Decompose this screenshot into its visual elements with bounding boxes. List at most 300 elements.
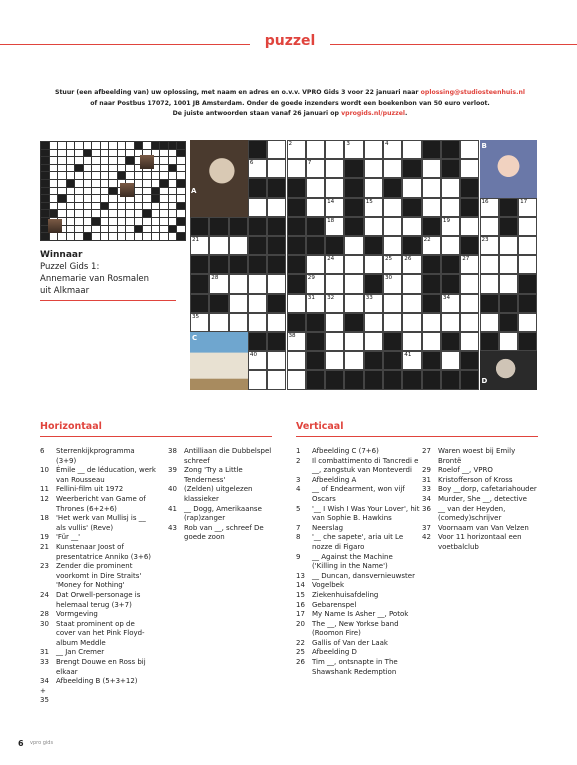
grid-cell[interactable] — [325, 140, 344, 159]
grid-cell[interactable] — [325, 236, 344, 255]
mini-cell — [66, 142, 75, 150]
grid-cell[interactable] — [190, 313, 209, 332]
grid-cell[interactable] — [306, 159, 325, 178]
grid-cell[interactable] — [460, 370, 479, 389]
grid-cell[interactable] — [441, 294, 460, 313]
mini-cell — [160, 187, 169, 195]
grid-cell[interactable] — [383, 178, 402, 197]
grid-cell[interactable] — [518, 294, 537, 313]
grid-cell[interactable] — [325, 178, 344, 197]
grid-cell[interactable] — [441, 370, 460, 389]
mini-cell — [151, 225, 160, 233]
grid-cell[interactable] — [248, 351, 267, 370]
previous-solution-thumbnail — [40, 141, 186, 239]
clue-text: Neerslag — [312, 523, 344, 532]
mini-cell — [92, 179, 101, 187]
cell-number: 23 — [481, 237, 489, 243]
grid-cell[interactable] — [499, 236, 518, 255]
clue-text: __ Against the Machine ('Killing in the Name') — [312, 552, 393, 571]
verticaal-clues-col2 — [422, 447, 538, 553]
grid-cell[interactable] — [344, 140, 363, 159]
mini-cell — [66, 149, 75, 157]
mini-cell — [143, 142, 152, 150]
grid-cell[interactable] — [460, 294, 479, 313]
grid-cell[interactable] — [344, 159, 363, 178]
grid-cell[interactable] — [402, 370, 421, 389]
grid-cell[interactable] — [422, 313, 441, 332]
grid-cell[interactable] — [267, 255, 286, 274]
grid-cell[interactable] — [248, 255, 267, 274]
grid-cell[interactable] — [441, 159, 460, 178]
clue-text: Dat Orwell-personage is helemaal terug (3+7) — [56, 590, 141, 609]
grid-cell[interactable] — [422, 294, 441, 313]
grid-cell[interactable] — [364, 255, 383, 274]
grid-cell[interactable] — [287, 159, 306, 178]
grid-cell[interactable] — [229, 236, 248, 255]
grid-cell[interactable] — [460, 178, 479, 197]
grid-cell[interactable] — [422, 370, 441, 389]
grid-cell[interactable] — [190, 236, 209, 255]
mini-cell — [75, 202, 84, 210]
grid-cell[interactable] — [441, 255, 460, 274]
grid-cell[interactable] — [306, 178, 325, 197]
mini-cell — [58, 202, 67, 210]
grid-cell[interactable] — [364, 198, 383, 217]
verticaal-clues — [296, 447, 420, 677]
grid-cell[interactable] — [190, 255, 209, 274]
grid-cell[interactable] — [480, 236, 499, 255]
clue-number: 4 — [296, 485, 301, 494]
grid-cell[interactable] — [344, 217, 363, 236]
grid-cell[interactable] — [190, 294, 209, 313]
grid-cell[interactable] — [287, 217, 306, 236]
grid-cell[interactable] — [402, 217, 421, 236]
grid-cell[interactable] — [460, 140, 479, 159]
grid-cell[interactable] — [518, 198, 537, 217]
mini-cell — [58, 233, 67, 241]
grid-cell[interactable] — [518, 274, 537, 293]
grid-cell[interactable] — [402, 198, 421, 217]
grid-cell[interactable] — [267, 351, 286, 370]
clue-item — [40, 562, 156, 591]
grid-cell[interactable] — [325, 351, 344, 370]
mini-cell — [109, 142, 118, 150]
email-link[interactable]: oplossing@studiosteenhuis.nl — [420, 89, 525, 96]
grid-cell[interactable] — [306, 351, 325, 370]
grid-cell[interactable] — [306, 294, 325, 313]
grid-cell[interactable] — [460, 217, 479, 236]
clue-text: Waren woest bij Emily Brontë — [438, 447, 516, 465]
mini-cell — [160, 142, 169, 150]
grid-cell[interactable] — [325, 313, 344, 332]
grid-cell[interactable] — [287, 236, 306, 255]
grid-cell[interactable] — [364, 313, 383, 332]
clue-item — [296, 639, 420, 649]
grid-cell[interactable] — [325, 274, 344, 293]
mini-cell — [41, 195, 50, 203]
grid-cell[interactable] — [383, 351, 402, 370]
clue-number: 29 — [422, 466, 431, 475]
clue-image-a — [190, 140, 248, 217]
grid-cell[interactable] — [209, 274, 228, 293]
mini-cell — [83, 210, 92, 218]
grid-cell[interactable] — [229, 217, 248, 236]
grid-cell[interactable] — [344, 313, 363, 332]
mini-cell — [100, 149, 109, 157]
grid-cell[interactable] — [306, 370, 325, 389]
grid-cell[interactable] — [364, 159, 383, 178]
grid-cell[interactable] — [441, 332, 460, 351]
grid-cell[interactable] — [344, 332, 363, 351]
grid-cell[interactable] — [229, 313, 248, 332]
grid-cell[interactable] — [499, 217, 518, 236]
winner-box — [40, 249, 149, 297]
grid-cell[interactable] — [422, 351, 441, 370]
grid-cell[interactable] — [441, 313, 460, 332]
grid-cell[interactable] — [267, 332, 286, 351]
grid-cell[interactable] — [383, 159, 402, 178]
grid-cell[interactable] — [402, 332, 421, 351]
grid-cell[interactable] — [267, 140, 286, 159]
grid-cell[interactable] — [209, 294, 228, 313]
mini-cell — [66, 187, 75, 195]
grid-cell[interactable] — [209, 236, 228, 255]
clue-item — [422, 447, 538, 466]
clue-text: Fellini-film uit 1972 — [56, 485, 124, 494]
grid-cell[interactable] — [248, 313, 267, 332]
grid-cell[interactable] — [287, 332, 306, 351]
clue-number: 33 — [40, 658, 49, 667]
mini-cell — [143, 225, 152, 233]
mini-cell — [134, 225, 143, 233]
grid-cell[interactable] — [287, 294, 306, 313]
grid-cell[interactable] — [383, 255, 402, 274]
grid-cell[interactable] — [518, 313, 537, 332]
grid-cell[interactable] — [383, 294, 402, 313]
grid-cell[interactable] — [402, 255, 421, 274]
grid-cell[interactable] — [422, 236, 441, 255]
grid-cell[interactable] — [422, 198, 441, 217]
grid-cell[interactable] — [306, 313, 325, 332]
grid-cell[interactable] — [402, 140, 421, 159]
clue-text: (Zelden) uitgelezen klassieker — [184, 485, 253, 503]
grid-cell[interactable] — [267, 159, 286, 178]
mini-cell — [168, 225, 177, 233]
mini-cell — [177, 195, 186, 203]
grid-cell[interactable] — [422, 217, 441, 236]
clue-text: Afbeelding A — [312, 475, 357, 484]
grid-cell[interactable] — [480, 332, 499, 351]
grid-cell[interactable] — [422, 159, 441, 178]
clue-text: '__ che sapete', aria uit Le nozze di Figaro — [312, 533, 404, 551]
grid-cell[interactable] — [480, 313, 499, 332]
grid-cell[interactable] — [364, 332, 383, 351]
mini-cell — [66, 195, 75, 203]
grid-cell[interactable] — [422, 255, 441, 274]
grid-cell[interactable] — [248, 159, 267, 178]
grid-cell[interactable] — [460, 351, 479, 370]
grid-cell[interactable] — [306, 274, 325, 293]
grid-cell[interactable] — [209, 217, 228, 236]
grid-cell[interactable] — [422, 332, 441, 351]
grid-cell[interactable] — [383, 370, 402, 389]
grid-cell[interactable] — [383, 198, 402, 217]
grid-cell[interactable] — [287, 255, 306, 274]
grid-cell[interactable] — [518, 332, 537, 351]
clue-text: Weerbericht van Game of Thrones (6+2+6) — [56, 494, 146, 513]
grid-cell[interactable] — [325, 294, 344, 313]
grid-cell[interactable] — [422, 140, 441, 159]
grid-cell[interactable] — [267, 313, 286, 332]
grid-cell[interactable] — [344, 351, 363, 370]
grid-cell[interactable] — [460, 236, 479, 255]
grid-cell[interactable] — [267, 198, 286, 217]
mini-cell — [41, 164, 50, 172]
grid-cell[interactable] — [402, 274, 421, 293]
grid-cell[interactable] — [267, 236, 286, 255]
mini-cell — [100, 217, 109, 225]
clue-text: Antilliaan die Dubbelspel schreef — [184, 447, 272, 465]
grid-cell[interactable] — [325, 198, 344, 217]
grid-cell[interactable] — [287, 370, 306, 389]
mini-cell — [177, 179, 186, 187]
mini-cell — [117, 164, 126, 172]
clue-text: Brengt Douwe en Ross bij elkaar — [56, 658, 146, 676]
mini-cell — [160, 210, 169, 218]
grid-cell[interactable] — [460, 159, 479, 178]
grid-cell[interactable] — [499, 274, 518, 293]
mini-cell — [151, 217, 160, 225]
grid-cell[interactable] — [480, 198, 499, 217]
clue-number: 26 — [296, 658, 305, 667]
grid-cell[interactable] — [422, 178, 441, 197]
grid-cell[interactable] — [402, 351, 421, 370]
image-label: A — [191, 187, 197, 195]
grid-cell[interactable] — [344, 198, 363, 217]
grid-cell[interactable] — [325, 370, 344, 389]
mini-cell — [41, 157, 50, 165]
mini-cell — [83, 157, 92, 165]
mini-cell — [92, 149, 101, 157]
grid-cell[interactable] — [402, 313, 421, 332]
grid-cell[interactable] — [441, 178, 460, 197]
grid-cell[interactable] — [480, 274, 499, 293]
grid-cell[interactable] — [248, 332, 267, 351]
grid-cell[interactable] — [364, 140, 383, 159]
mini-cell — [143, 233, 152, 241]
grid-cell[interactable] — [287, 178, 306, 197]
grid-cell[interactable] — [499, 332, 518, 351]
grid-cell[interactable] — [460, 198, 479, 217]
mini-cell — [41, 179, 50, 187]
grid-cell[interactable] — [499, 294, 518, 313]
grid-cell[interactable] — [441, 140, 460, 159]
grid-cell[interactable] — [499, 313, 518, 332]
grid-cell[interactable] — [287, 313, 306, 332]
grid-cell[interactable] — [248, 178, 267, 197]
clue-number: 31 — [40, 648, 49, 657]
grid-cell[interactable] — [325, 159, 344, 178]
grid-cell[interactable] — [402, 178, 421, 197]
mini-cell — [126, 142, 135, 150]
grid-cell[interactable] — [402, 159, 421, 178]
clue-number: 8 — [296, 533, 301, 542]
grid-cell[interactable] — [306, 198, 325, 217]
mini-cell — [109, 187, 118, 195]
grid-cell[interactable] — [287, 140, 306, 159]
mini-cell — [126, 149, 135, 157]
clue-item — [40, 648, 156, 658]
grid-cell[interactable] — [441, 236, 460, 255]
mini-cell — [100, 210, 109, 218]
clue-number: 3 — [296, 475, 301, 484]
mini-cell — [177, 210, 186, 218]
grid-cell[interactable] — [306, 236, 325, 255]
grid-cell[interactable] — [499, 255, 518, 274]
grid-cell[interactable] — [518, 236, 537, 255]
clue-item — [296, 601, 420, 611]
clue-item — [296, 591, 420, 601]
grid-cell[interactable] — [190, 274, 209, 293]
clue-number: 7 — [296, 523, 301, 532]
grid-cell[interactable] — [441, 198, 460, 217]
grid-cell[interactable] — [383, 140, 402, 159]
grid-cell[interactable] — [267, 274, 286, 293]
clue-item — [422, 524, 538, 534]
grid-cell[interactable] — [287, 274, 306, 293]
grid-cell[interactable] — [480, 217, 499, 236]
grid-cell[interactable] — [383, 313, 402, 332]
grid-cell[interactable] — [402, 294, 421, 313]
grid-cell[interactable] — [441, 274, 460, 293]
grid-cell[interactable] — [306, 140, 325, 159]
clue-text: Kunstenaar Joost of presentatrice Anniko (3+6) — [56, 542, 151, 561]
grid-cell[interactable] — [344, 178, 363, 197]
mini-cell — [177, 164, 186, 172]
mini-cell — [109, 149, 118, 157]
grid-cell[interactable] — [460, 255, 479, 274]
grid-cell[interactable] — [229, 255, 248, 274]
grid-cell[interactable] — [267, 178, 286, 197]
grid-cell[interactable] — [267, 217, 286, 236]
grid-cell[interactable] — [190, 217, 209, 236]
grid-cell[interactable] — [480, 255, 499, 274]
grid-cell[interactable] — [209, 313, 228, 332]
grid-cell[interactable] — [248, 274, 267, 293]
grid-cell[interactable] — [267, 370, 286, 389]
grid-cell[interactable] — [364, 236, 383, 255]
mini-cell — [75, 195, 84, 203]
grid-cell[interactable] — [364, 217, 383, 236]
mini-cell — [117, 142, 126, 150]
cell-number: 29 — [307, 275, 315, 282]
grid-cell[interactable] — [325, 255, 344, 274]
grid-cell[interactable] — [441, 217, 460, 236]
clue-text: __ of Endearment, won vijf Oscars — [312, 485, 405, 503]
mini-cell — [126, 233, 135, 241]
grid-cell[interactable] — [344, 294, 363, 313]
grid-cell[interactable] — [306, 255, 325, 274]
grid-cell[interactable] — [480, 294, 499, 313]
grid-cell[interactable] — [499, 198, 518, 217]
grid-cell[interactable] — [364, 178, 383, 197]
grid-cell[interactable] — [460, 313, 479, 332]
grid-cell[interactable] — [306, 332, 325, 351]
grid-cell[interactable] — [287, 351, 306, 370]
mini-cell — [100, 172, 109, 180]
horizontaal-clues-col2 — [168, 447, 278, 543]
clue-number: 2 — [296, 456, 301, 465]
grid-cell[interactable] — [518, 255, 537, 274]
grid-cell[interactable] — [325, 217, 344, 236]
grid-cell[interactable] — [325, 332, 344, 351]
grid-cell[interactable] — [287, 198, 306, 217]
mini-cell — [66, 179, 75, 187]
grid-cell[interactable] — [248, 294, 267, 313]
instructions-line3: De juiste antwoorden staan vanaf 26 januari op — [172, 110, 342, 117]
grid-cell[interactable] — [344, 255, 363, 274]
grid-cell[interactable] — [229, 294, 248, 313]
grid-cell[interactable] — [344, 370, 363, 389]
clue-item — [168, 524, 278, 543]
clue-item — [168, 485, 278, 504]
grid-cell[interactable] — [248, 217, 267, 236]
grid-cell[interactable] — [364, 370, 383, 389]
grid-cell[interactable] — [402, 236, 421, 255]
cell-number: 28 — [211, 275, 219, 282]
mini-cell — [100, 187, 109, 195]
grid-cell[interactable] — [460, 332, 479, 351]
grid-cell[interactable] — [229, 274, 248, 293]
grid-cell[interactable] — [248, 140, 267, 159]
mini-cell — [49, 187, 58, 195]
clue-number: 27 — [422, 447, 431, 455]
mini-cell — [100, 157, 109, 165]
mini-cell — [49, 149, 58, 157]
clue-text: 'Für __' — [56, 533, 81, 542]
website-link[interactable]: vprogids.nl/puzzel — [341, 110, 406, 117]
mini-cell — [49, 157, 58, 165]
grid-cell[interactable] — [344, 236, 363, 255]
mini-cell — [168, 195, 177, 203]
grid-cell[interactable] — [422, 274, 441, 293]
grid-cell[interactable] — [364, 274, 383, 293]
grid-cell[interactable] — [344, 274, 363, 293]
mini-cell — [109, 157, 118, 165]
mini-cell — [168, 202, 177, 210]
grid-cell[interactable] — [383, 332, 402, 351]
mini-cell — [66, 157, 75, 165]
mini-cell — [92, 210, 101, 218]
grid-cell[interactable] — [364, 294, 383, 313]
grid-cell[interactable] — [383, 217, 402, 236]
grid-cell[interactable] — [364, 351, 383, 370]
grid-cell[interactable] — [383, 236, 402, 255]
grid-cell[interactable] — [248, 370, 267, 389]
cell-number: 16 — [481, 198, 489, 205]
clue-text: Vogelbek — [312, 581, 345, 590]
grid-cell[interactable] — [441, 351, 460, 370]
grid-cell[interactable] — [248, 236, 267, 255]
grid-cell[interactable] — [460, 274, 479, 293]
mini-cell — [83, 233, 92, 241]
grid-cell[interactable] — [518, 217, 537, 236]
grid-cell[interactable] — [306, 217, 325, 236]
grid-cell[interactable] — [209, 255, 228, 274]
grid-cell[interactable] — [383, 274, 402, 293]
grid-cell[interactable] — [248, 198, 267, 217]
grid-cell[interactable] — [267, 294, 286, 313]
